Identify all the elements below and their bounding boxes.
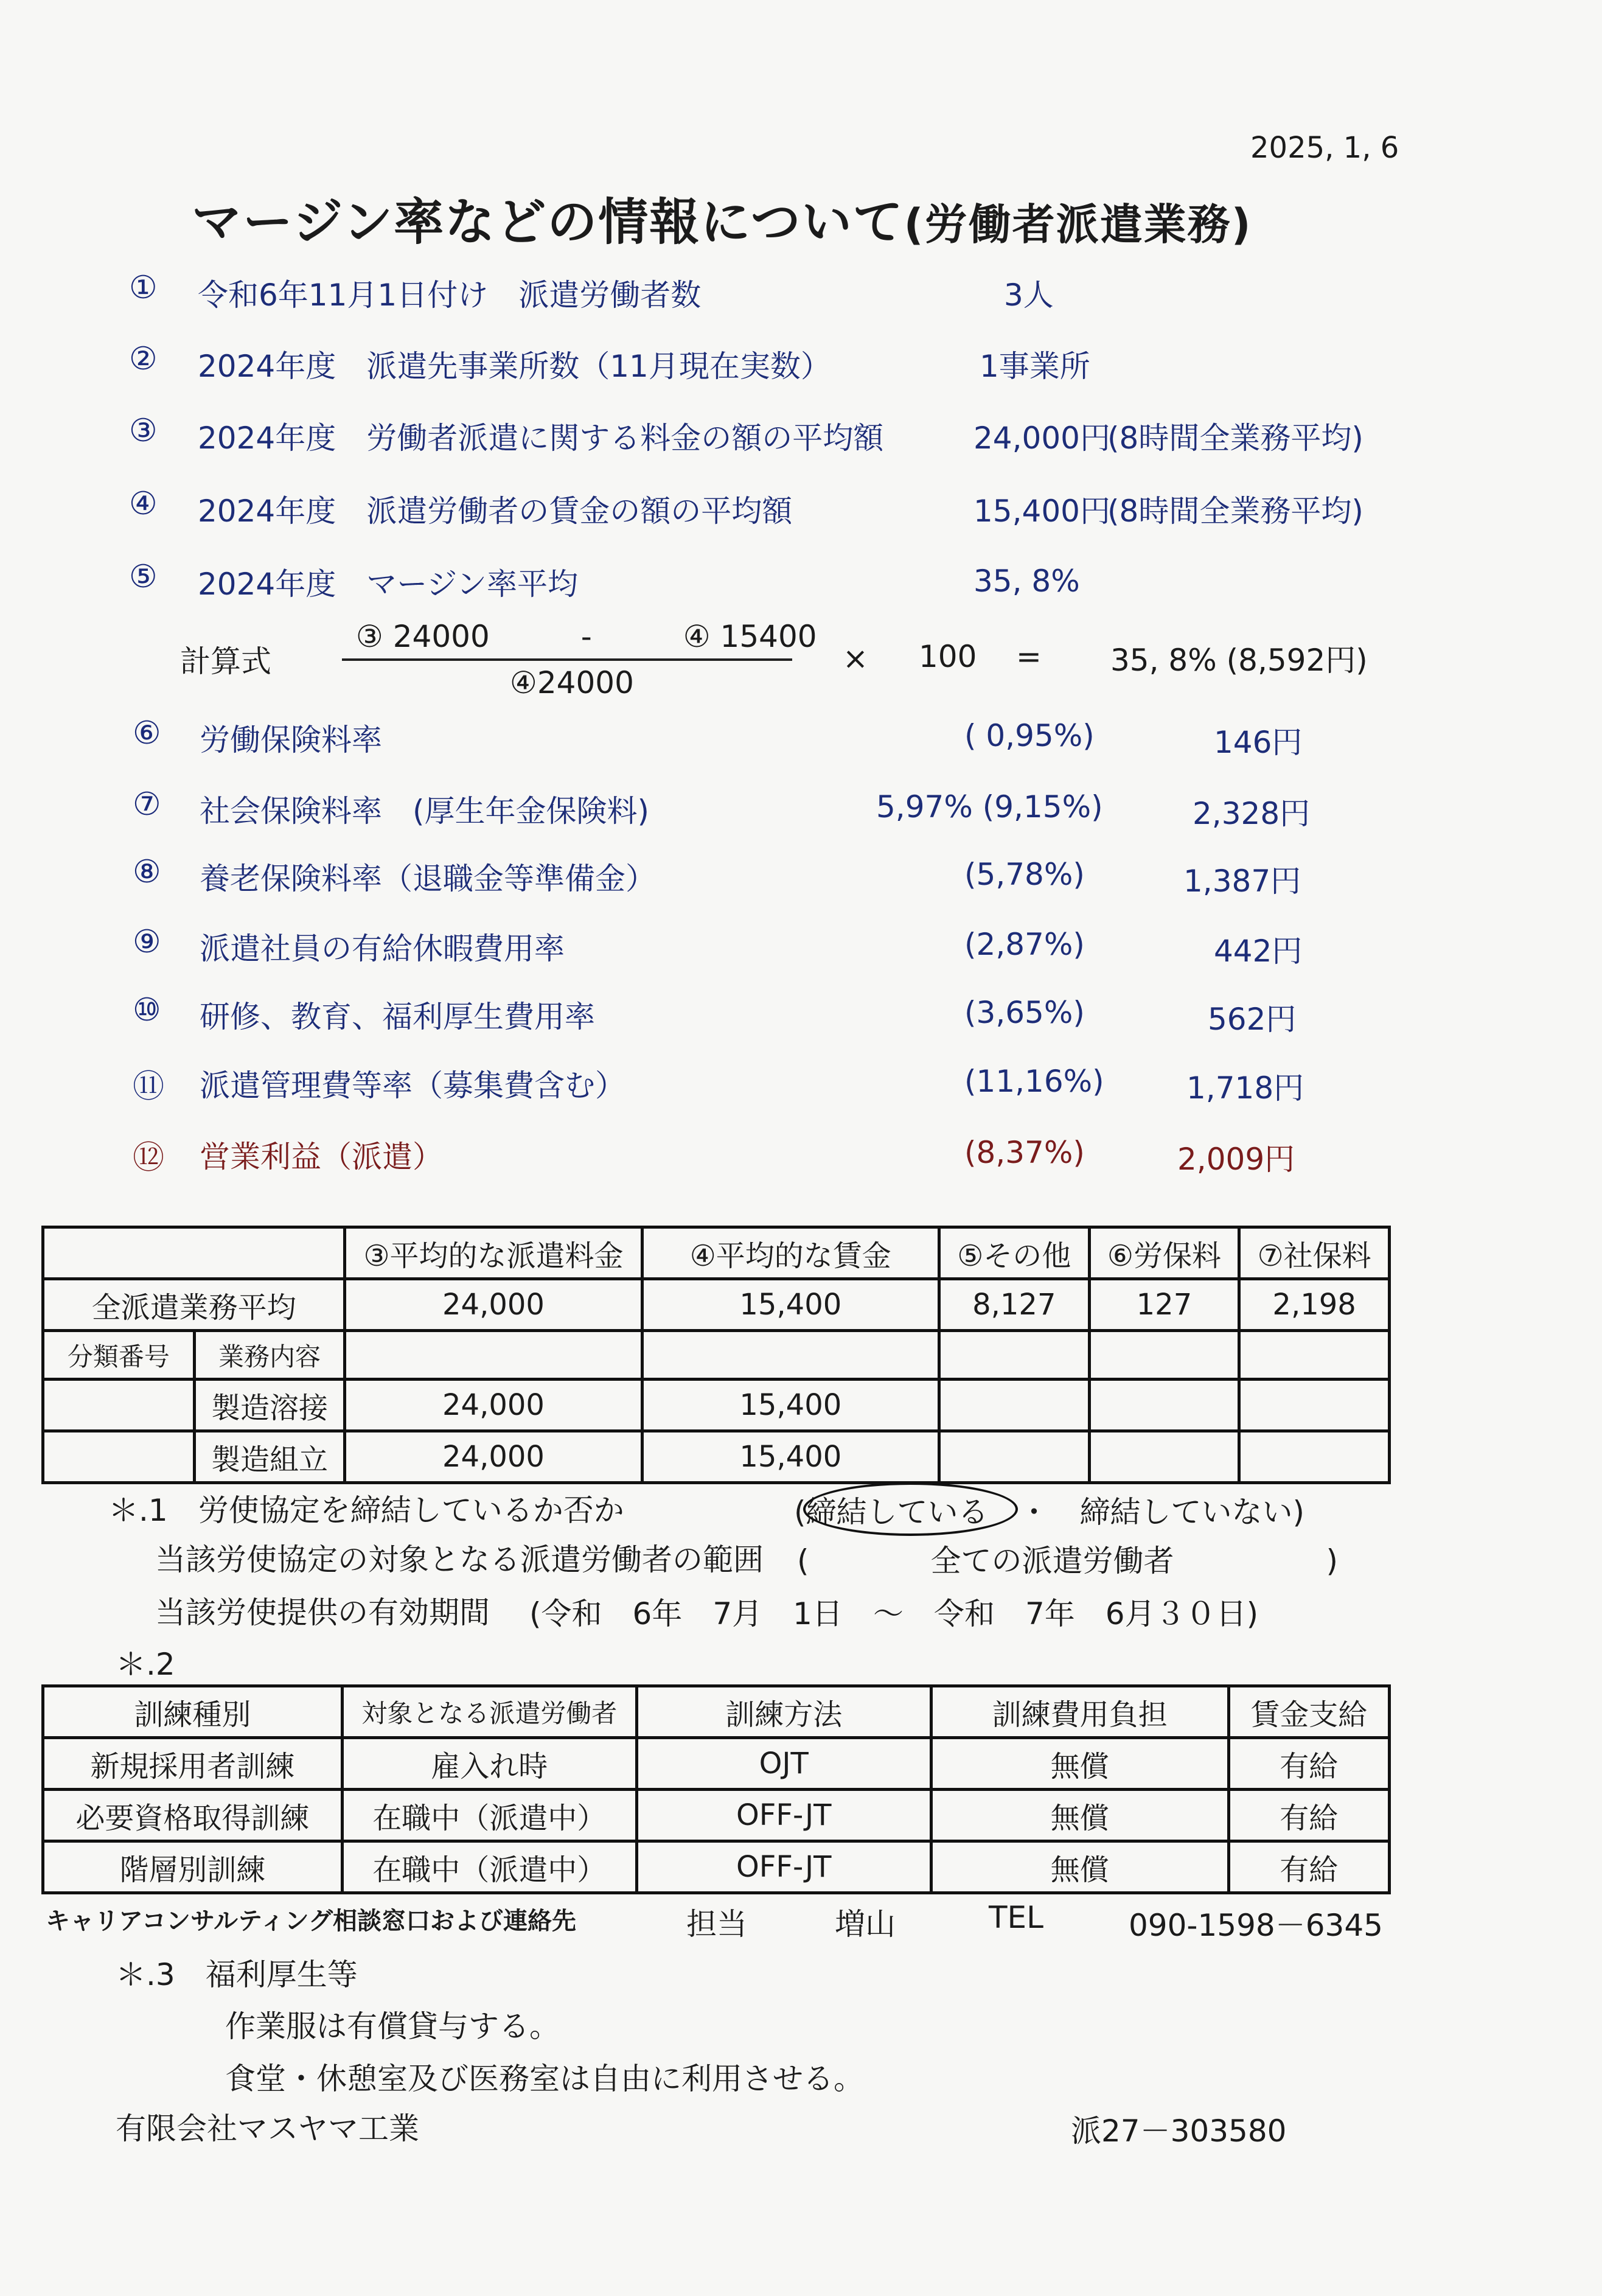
rate-label: 営業利益（派遣） xyxy=(200,1139,443,1174)
item-value: 35, 8% xyxy=(973,564,1080,599)
welfare-heading: ＊.3 福利厚生等 xyxy=(116,1957,358,1992)
table-header: 賃金支給 xyxy=(1228,1686,1389,1738)
item-value: 3人 xyxy=(1004,277,1054,313)
empty-cell xyxy=(1089,1431,1239,1483)
agreement-scope-value: ( 全ての派遣労働者 ) xyxy=(797,1543,1339,1579)
fee-table xyxy=(41,1226,1391,1484)
table-cell: 雇入れ時 xyxy=(342,1738,636,1790)
table-cell: 有給 xyxy=(1228,1738,1389,1790)
table-cell: 8,127 xyxy=(939,1279,1089,1331)
item-note: (8時間全業務平均) xyxy=(1107,420,1363,456)
empty-cell xyxy=(43,1380,195,1431)
table-cell: 15,400 xyxy=(642,1380,939,1431)
career-tel: 090-1598－6345 xyxy=(1129,1908,1383,1943)
item-label: 2024年度 派遣労働者の賃金の額の平均額 xyxy=(198,494,793,529)
rate-percent: (5,78%) xyxy=(964,857,1085,892)
empty-cell xyxy=(345,1331,642,1380)
rate-number: ⑦ xyxy=(133,786,161,823)
table-header: ⑦社保料 xyxy=(1239,1227,1390,1279)
table-row xyxy=(43,1738,1390,1790)
rate-percent: 5,97% (9,15%) xyxy=(876,789,1103,825)
rate-label: 派遣社員の有給休暇費用率 xyxy=(200,931,565,966)
empty-cell xyxy=(642,1331,939,1380)
table-cell: 在職中（派遣中） xyxy=(342,1790,636,1841)
empty-cell xyxy=(1239,1431,1390,1483)
rate-percent: (11,16%) xyxy=(964,1064,1104,1099)
table-cell: 在職中（派遣中） xyxy=(342,1841,636,1893)
rate-number: ⑨ xyxy=(133,924,161,960)
formula-times: × xyxy=(843,641,868,676)
title-main: マージン率などの情報について xyxy=(192,194,904,251)
item-label: 2024年度 派遣先事業所数（11月現在実数） xyxy=(198,349,831,384)
rate-yen: 146円 xyxy=(1214,725,1303,760)
table-cell: 15,400 xyxy=(642,1279,939,1331)
rate-percent: (3,65%) xyxy=(964,995,1085,1030)
empty-cell xyxy=(1089,1331,1239,1380)
table-cell: OFF-JT xyxy=(636,1790,931,1841)
empty-cell xyxy=(1089,1380,1239,1431)
table-cell: 新規採用者訓練 xyxy=(43,1738,343,1790)
rate-yen: 1,387円 xyxy=(1183,864,1301,899)
table-cell: OJT xyxy=(636,1738,931,1790)
table-cell: 15,400 xyxy=(642,1431,939,1483)
table-cell: 無償 xyxy=(931,1738,1228,1790)
rate-number: ⑪ xyxy=(133,1069,165,1105)
table-cell: 2,198 xyxy=(1239,1279,1390,1331)
rate-number: ⑥ xyxy=(133,715,161,752)
agreement-question: ＊.1 労使協定を締結しているか否か xyxy=(108,1493,624,1528)
table-row xyxy=(43,1431,1390,1483)
formula-numerator: ③ 24000 - ④ 15400 xyxy=(356,619,817,654)
sub-header: 分類番号 xyxy=(43,1331,195,1380)
rate-label: 社会保険料率 (厚生年金保険料) xyxy=(200,794,650,829)
welfare-line: 食堂・休憩室及び医務室は自由に利用させる。 xyxy=(225,2061,864,2096)
table-header: 訓練費用負担 xyxy=(931,1686,1228,1738)
table-header: ⑤その他 xyxy=(939,1227,1089,1279)
table-cell: 無償 xyxy=(931,1790,1228,1841)
item-value: 1事業所 xyxy=(980,349,1090,384)
page-title xyxy=(192,183,1252,254)
agreement-period-label: 当該労使提供の有効期間 xyxy=(155,1595,490,1630)
item-label: 2024年度 労働者派遣に関する料金の額の平均額 xyxy=(198,420,884,456)
rate-label: 労働保険料率 xyxy=(200,722,382,758)
table-header: ③平均的な派遣料金 xyxy=(345,1227,642,1279)
table-row xyxy=(43,1380,1390,1431)
task-name: 製造組立 xyxy=(194,1431,345,1483)
rate-number: ⑩ xyxy=(133,992,161,1028)
title-sub: (労働者派遣業務) xyxy=(904,200,1252,249)
table-cell: OFF-JT xyxy=(636,1841,931,1893)
license-number: 派27－303580 xyxy=(1071,2113,1287,2149)
table-cell: 有給 xyxy=(1228,1790,1389,1841)
table-cell: 無償 xyxy=(931,1841,1228,1893)
formula-denominator: ④24000 xyxy=(510,665,634,700)
item-number: ④ xyxy=(129,486,158,522)
table-header: ⑥労保料 xyxy=(1089,1227,1239,1279)
table-header: ④平均的な賃金 xyxy=(642,1227,939,1279)
agreement-period-value: (令和 6年 7月 1日 ～ 令和 7年 6月３０日) xyxy=(529,1596,1259,1631)
empty-cell xyxy=(43,1431,195,1483)
formula-hundred: 100 xyxy=(919,639,977,674)
row-label: 全派遣業務平均 xyxy=(43,1279,345,1331)
table-row xyxy=(43,1841,1390,1893)
item-number: ① xyxy=(129,270,158,306)
table-header: 訓練方法 xyxy=(636,1686,931,1738)
training-heading: ＊.2 xyxy=(116,1647,175,1682)
agreement-options: (締結している ・ 締結していない) xyxy=(794,1495,1305,1530)
agreement-scope-label: 当該労使協定の対象となる派遣労働者の範囲 xyxy=(155,1542,764,1577)
rate-label: 研修、教育、福利厚生費用率 xyxy=(200,999,595,1035)
document-date: 2025, 1, 6 xyxy=(1250,131,1399,165)
career-tanto: 担当 xyxy=(686,1907,747,1942)
item-value: 15,400円 xyxy=(973,494,1110,529)
sub-header: 業務内容 xyxy=(194,1331,345,1380)
table-header: 対象となる派遣労働者 xyxy=(342,1686,636,1738)
table-cell: 24,000 xyxy=(345,1431,642,1483)
task-name: 製造溶接 xyxy=(194,1380,345,1431)
career-label: キャリアコンサルティング相談窓口および連絡先 xyxy=(46,1907,576,1935)
company-name: 有限会社マスヤマ工業 xyxy=(116,2111,419,2146)
item-label: 2024年度 マージン率平均 xyxy=(198,567,578,602)
rate-yen: 1,718円 xyxy=(1186,1070,1304,1106)
table-cell: 24,000 xyxy=(345,1279,642,1331)
rate-yen: 2,328円 xyxy=(1193,796,1311,831)
table-cell: 有給 xyxy=(1228,1841,1389,1893)
table-row xyxy=(43,1790,1390,1841)
career-tel-label: TEL xyxy=(989,1900,1043,1935)
item-note: (8時間全業務平均) xyxy=(1107,494,1363,529)
item-label: 令和6年11月1日付け 派遣労働者数 xyxy=(198,277,702,313)
welfare-line: 作業服は有償貸与する。 xyxy=(225,2009,560,2044)
rate-percent: ( 0,95%) xyxy=(964,718,1095,753)
formula-label: 計算式 xyxy=(180,644,271,679)
rate-yen: 2,009円 xyxy=(1177,1142,1295,1177)
rate-yen: 562円 xyxy=(1208,1002,1297,1037)
empty-cell xyxy=(939,1431,1089,1483)
rate-number: ⑧ xyxy=(133,854,161,890)
item-value: 24,000円 xyxy=(973,420,1110,456)
table-cell: 階層別訓練 xyxy=(43,1841,343,1893)
item-number: ② xyxy=(129,341,158,377)
selection-circle xyxy=(803,1482,1018,1536)
item-number: ⑤ xyxy=(129,559,158,595)
fraction-bar xyxy=(342,658,792,661)
empty-cell xyxy=(939,1331,1089,1380)
rate-label: 派遣管理費等率（募集費含む） xyxy=(200,1068,625,1103)
rate-number: ⑫ xyxy=(133,1140,165,1176)
formula-result: 35, 8% (8,592円) xyxy=(1110,643,1368,678)
item-number: ③ xyxy=(129,413,158,449)
table-header: 訓練種別 xyxy=(43,1686,343,1738)
table-cell: 127 xyxy=(1089,1279,1239,1331)
career-name: 増山 xyxy=(835,1907,896,1942)
empty-cell xyxy=(939,1380,1089,1431)
rate-yen: 442円 xyxy=(1214,933,1303,969)
table-corner xyxy=(43,1227,345,1279)
rate-label: 養老保険料率（退職金等準備金） xyxy=(200,861,656,896)
formula-equals: = xyxy=(1016,639,1042,674)
table-cell: 24,000 xyxy=(345,1380,642,1431)
empty-cell xyxy=(1239,1380,1390,1431)
rate-percent: (2,87%) xyxy=(964,927,1085,962)
rate-percent: (8,37%) xyxy=(964,1135,1085,1170)
empty-cell xyxy=(1239,1331,1390,1380)
training-table xyxy=(41,1684,1391,1894)
table-cell: 必要資格取得訓練 xyxy=(43,1790,343,1841)
